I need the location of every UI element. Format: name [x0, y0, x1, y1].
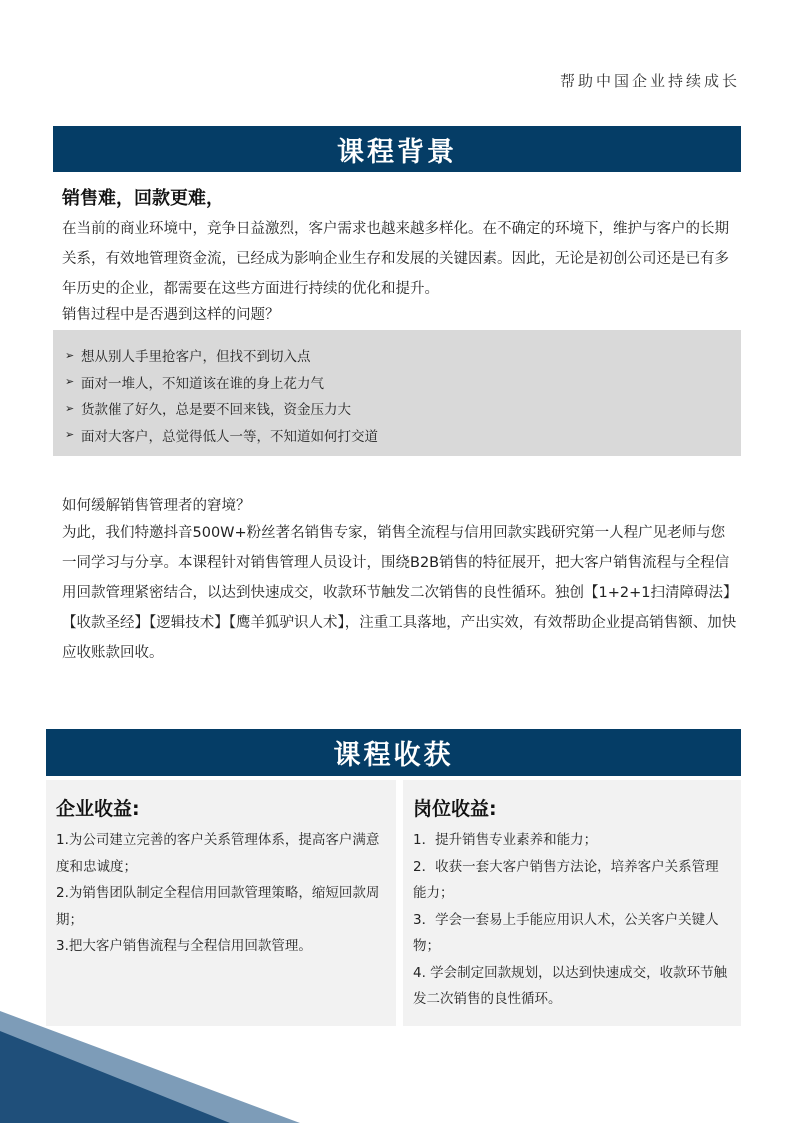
problem-list [53, 330, 741, 456]
enterprise-benefits-panel [46, 780, 396, 1026]
problem-item [53, 422, 741, 449]
position-benefit-item: 4. 学会制定回款规划，以达到快速成交，收款环节触发二次销售的良性循环。 [413, 964, 728, 1007]
position-benefit-item: 1．提升销售专业素养和能力； [413, 832, 598, 848]
dilemma-question: 如何缓解销售管理者的窘境？ [62, 498, 251, 514]
arrow-bullet-icon: ➢ [65, 428, 75, 442]
position-benefits-heading: 岗位收益: [413, 798, 497, 820]
enterprise-benefit-item: 2.为销售团队制定全程信用回款管理策略，缩短回款周期； [56, 885, 380, 928]
course-benefits-title: 课程收获 [333, 740, 454, 771]
course-benefits-banner [46, 729, 741, 776]
background-heading: 销售难，回款更难， [62, 188, 224, 209]
arrow-bullet-icon: ➢ [65, 375, 75, 389]
problem-text: 面对大客户，总觉得低人一等，不知道如何打交道 [81, 428, 378, 445]
course-background-title: 课程背景 [337, 136, 457, 168]
problem-item [53, 395, 741, 422]
sales-problem-question: 销售过程中是否遇到这样的问题？ [62, 307, 280, 323]
background-paragraph: 在当前的商业环境中，竞争日益激烈，客户需求也越来越多样化。在不确定的环境下，维护与客户的长期关系，有效地管理资金流，已经成为影响企业生存和发展的关键因素。因此，无论是初创公司还是已有多年历史的企业，都需要在这些方面进行持续的优化和提升。 [62, 221, 729, 297]
position-benefit-item: 3．学会一套易上手能应用识人术，公关客户关键人物； [413, 911, 719, 954]
enterprise-benefits-heading: 企业收益: [56, 798, 140, 820]
problem-item [53, 369, 741, 396]
course-intro-paragraph: 为此，我们特邀抖音500W+粉丝著名销售专家，销售全流程与信用回款实践研究第一人程广见老师与您一同学习与分享。本课程针对销售管理人员设计，围绕B2B销售的特征展开，把大客户销售流程与全程信用回款管理紧密结合，以达到快速成交，收款环节触发二次销售的良性循环。独创【1+2+1扫清障碍法】【收款圣经】【逻辑技术】【鹰羊狐驴识人术】，注重工具落地，产出实效，有效帮助企业提高销售额、加快应收账款回收。 [62, 525, 738, 661]
arrow-bullet-icon: ➢ [65, 401, 75, 415]
corner-decoration [0, 1011, 300, 1123]
position-benefits-panel [403, 780, 741, 1026]
problem-text: 面对一堆人，不知道该在谁的身上花力气 [81, 375, 324, 392]
arrow-bullet-icon: ➢ [65, 348, 75, 362]
problem-item [53, 342, 741, 369]
position-benefit-item: 2．收获一套大客户销售方法论，培养客户关系管理能力； [413, 858, 719, 901]
course-background-banner [53, 126, 741, 172]
problem-text: 货款催了好久，总是要不回来钱，资金压力大 [81, 402, 351, 419]
enterprise-benefit-item: 3.把大客户销售流程与全程信用回款管理。 [56, 938, 312, 954]
problem-text: 想从别人手里抢客户，但找不到切入点 [81, 349, 311, 366]
tagline: 帮助中国企业持续成长 [559, 72, 740, 90]
enterprise-benefit-item: 1.为公司建立完善的客户关系管理体系，提高客户满意度和忠诚度； [56, 832, 380, 875]
